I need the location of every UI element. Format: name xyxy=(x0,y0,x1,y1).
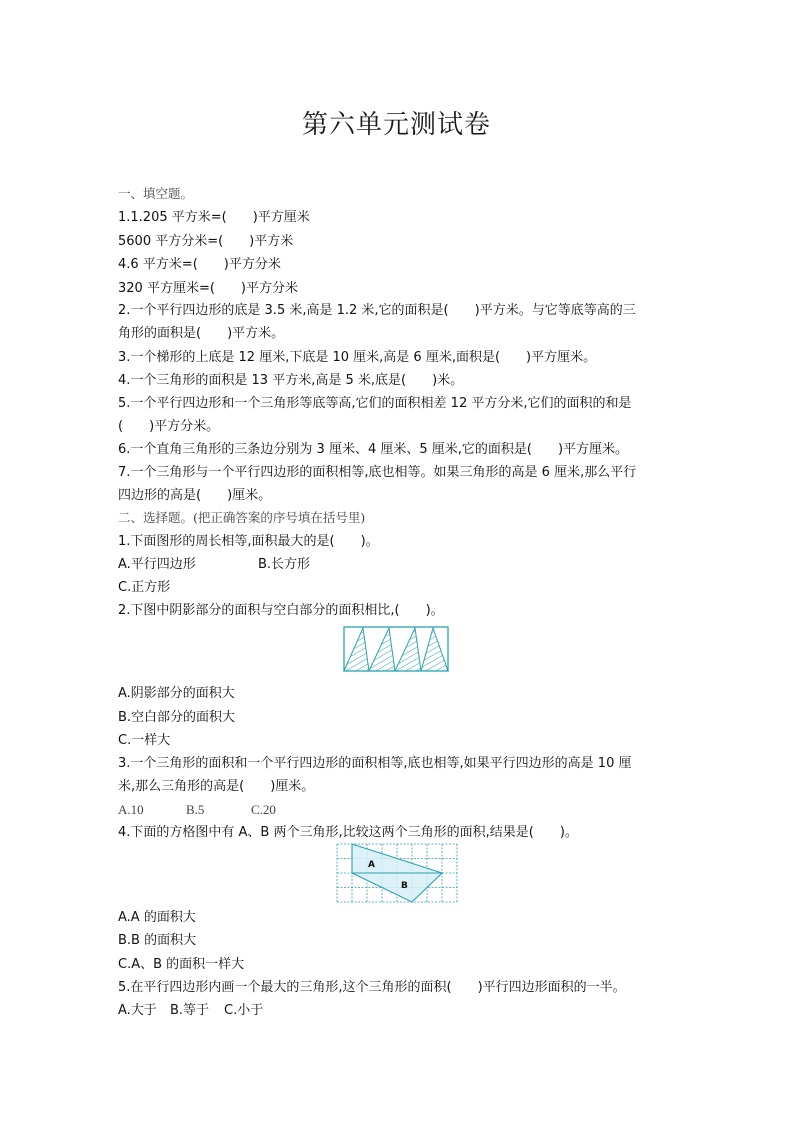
section-heading-fill-in: 一、填空题。 xyxy=(118,186,194,201)
triangle-label-a: A xyxy=(368,860,375,870)
question-6: 6.一个直角三角形的三条边分别为 3 厘米、4 厘米、5 厘米,它的面积是( )平方厘米。 xyxy=(118,442,629,457)
choice-q2-stem: 2.下图中阴影部分的面积与空白部分的面积相比,( )。 xyxy=(118,603,444,618)
question-1c: 4.6 平方米=( )平方分米 xyxy=(118,257,281,272)
grid-triangles-figure xyxy=(336,843,458,903)
choice-q4-option-b: B.B 的面积大 xyxy=(118,933,197,948)
choice-q5-stem: 5.在平行四边形内画一个最大的三角形,这个三角形的面积( )平行四边形面积的一半。 xyxy=(118,980,626,995)
question-3: 3.一个梯形的上底是 12 厘米,下底是 10 厘米,高是 6 厘米,面积是( )平方厘米。 xyxy=(118,350,597,365)
choice-q2-option-b: B.空白部分的面积大 xyxy=(118,710,236,725)
choice-q3-option-b: B.5 xyxy=(186,802,205,817)
question-4: 4.一个三角形的面积是 13 平方米,高是 5 米,底是( )米。 xyxy=(118,373,464,388)
choice-q2-option-a: A.阴影部分的面积大 xyxy=(118,686,235,701)
question-5-line2: ( )平方分米。 xyxy=(118,419,220,434)
choice-q5-option-a: A.大于 xyxy=(118,1003,157,1018)
question-1d: 320 平方厘米=( )平方分米 xyxy=(118,281,298,296)
choice-q4-stem: 4.下面的方格图中有 A、B 两个三角形,比较这两个三角形的面积,结果是( )。 xyxy=(118,825,578,840)
triangle-label-b: B xyxy=(401,881,408,891)
choice-q2-option-c: C.一样大 xyxy=(118,733,171,748)
section-heading-choice: 二、选择题。(把正确答案的序号填在括号里) xyxy=(118,510,366,525)
choice-q4-option-a: A.A 的面积大 xyxy=(118,910,196,925)
question-7-line2: 四边形的高是( )厘米。 xyxy=(118,488,272,503)
question-1b: 5600 平方分米=( )平方米 xyxy=(118,234,294,249)
shaded-triangles-figure xyxy=(343,626,449,672)
choice-q3-option-c: C.20 xyxy=(251,802,276,817)
question-5-line1: 5.一个平行四边形和一个三角形等底等高,它们的面积相差 12 平方分米,它们的面积的和是 xyxy=(118,396,632,411)
choice-q1-option-b: B.长方形 xyxy=(258,557,311,572)
page-title: 第六单元测试卷 xyxy=(301,110,491,140)
choice-q3-stem-line2: 米,那么三角形的高是( )厘米。 xyxy=(118,779,315,794)
choice-q3-stem-line1: 3.一个三角形的面积和一个平行四边形的面积相等,底也相等,如果平行四边形的高是 10 厘 xyxy=(118,756,632,771)
choice-q1-option-a: A.平行四边形 xyxy=(118,557,196,572)
choice-q1-option-c: C.正方形 xyxy=(118,580,171,595)
choice-q4-option-c: C.A、B 的面积一样大 xyxy=(118,957,245,972)
choice-q3-option-a: A.10 xyxy=(118,802,144,817)
question-2-line2: 角形的面积是( )平方米。 xyxy=(118,326,285,341)
question-2-line1: 2.一个平行四边形的底是 3.5 米,高是 1.2 米,它的面积是( )平方米。与它等底等高的三 xyxy=(118,303,636,318)
question-1a: 1.1.205 平方米=( )平方厘米 xyxy=(118,210,310,225)
choice-q5-option-c: C.小于 xyxy=(224,1003,264,1018)
choice-q5-option-b: B.等于 xyxy=(170,1003,210,1018)
choice-q1-stem: 1.下面图形的周长相等,面积最大的是( )。 xyxy=(118,534,379,549)
question-7-line1: 7.一个三角形与一个平行四边形的面积相等,底也相等。如果三角形的高是 6 厘米,那么平行 xyxy=(118,465,637,480)
